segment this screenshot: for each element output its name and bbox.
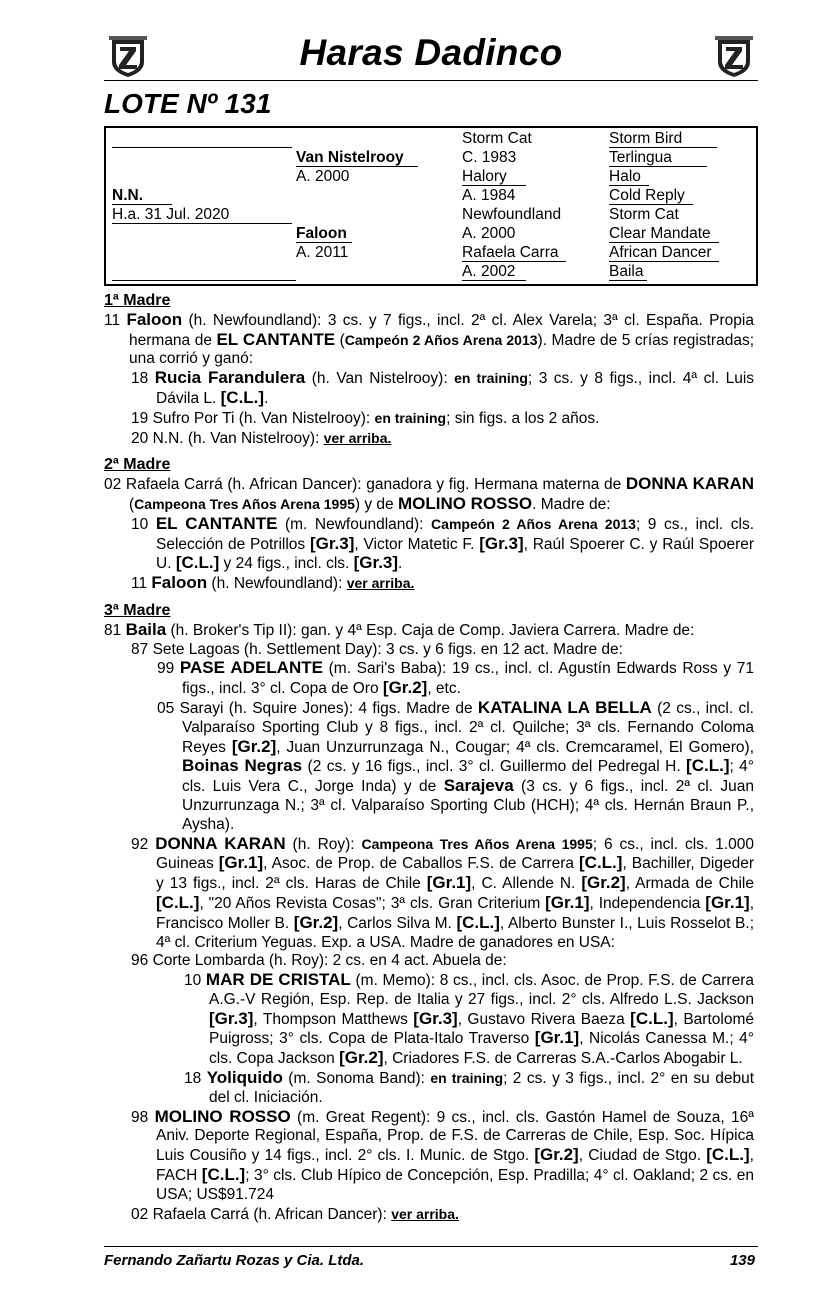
family-entry: 98 MOLINO ROSSO (m. Great Regent): 9 cs., incl. cls. Gastón Hamel de Souza, 16ª Aniv. Deporte Regional, España, Prop. de F.S. de Carreras de Chile, Esp. Soc. Hípica Luis Cousiño y 14 figs., incl. 2° cls. I. Munic. de Stgo. [Gr.2], Ciudad de Stgo. [C.L.], FACH [C.L.]; 3° cls. Club Hípico de Concepción, Esp. Pradilla; 4° cl. Oakland; 2 cs. en USA; US$91.724	[131, 1106, 754, 1203]
pedigree-dam: Faloon	[296, 225, 347, 242]
pedigree-cell: Halory	[462, 168, 507, 185]
pedigree-cell: A. 1984	[462, 187, 516, 204]
family-entry: 02 Rafaela Carrá (h. African Dancer): ganadora y fig. Hermana materna de DONNA KARAN (Campeona Tres Años Arena 1995) y de MOLINO ROSSO. Madre de:	[104, 474, 755, 513]
page-header	[104, 30, 758, 82]
section-title: 2ª Madre	[104, 456, 171, 474]
family-entry: 87 Sete Lagoas (h. Settlement Day): 3 cs. y 6 figs. en 12 act. Madre de:	[131, 640, 623, 658]
family-entry: 99 PASE ADELANTE (m. Sari's Baba): 19 cs., incl. cl. Agustín Edwards Ross y 71 figs., incl. 3° cl. Copa de Oro [Gr.2], etc.	[157, 658, 754, 698]
pedigree-cell: A. 2000	[462, 225, 516, 242]
section-title: 3ª Madre	[104, 601, 171, 619]
pedigree-row	[112, 205, 750, 224]
pedigree-cell: Baila	[609, 263, 644, 280]
pedigree-row	[112, 224, 750, 243]
pedigree-row	[112, 262, 750, 281]
family-entry: 96 Corte Lombarda (h. Roy): 2 cs. en 4 act. Abuela de:	[131, 952, 507, 970]
pedigree-table	[104, 126, 758, 286]
pedigree-subject: N.N.	[112, 187, 143, 204]
family-entry: 81 Baila (h. Broker's Tip II): gan. y 4ª Esp. Caja de Comp. Javiera Carrera. Madre de:	[104, 619, 695, 639]
pedigree-row	[112, 167, 750, 186]
pedigree-row	[112, 148, 750, 167]
family-entry: 19 Sufro Por Ti (h. Van Nistelrooy): en training; sin figs. a los 2 años.	[131, 409, 600, 427]
pedigree-cell: H.a. 31 Jul. 2020	[112, 206, 230, 223]
haras-logo-icon	[712, 32, 756, 78]
pedigree-row	[112, 129, 750, 148]
pedigree-cell: Storm Cat	[462, 130, 532, 147]
pedigree-cell: Rafaela Carra	[462, 244, 559, 261]
pedigree-line	[462, 280, 526, 281]
pedigree-cell: Storm Bird	[609, 130, 683, 147]
pedigree-cell: Terlingua	[609, 149, 672, 166]
family-entry: 02 Rafaela Carrá (h. African Dancer): ver arriba.	[131, 1205, 459, 1223]
pedigree-cell: A. 2011	[296, 244, 349, 261]
pedigree-line	[112, 280, 296, 281]
header-divider	[104, 80, 758, 81]
pedigree-row	[112, 186, 750, 205]
pedigree-cell: Cold Reply	[609, 187, 685, 204]
pedigree-cell: Storm Cat	[609, 206, 679, 223]
family-entry: 11 Faloon (h. Newfoundland): 3 cs. y 7 figs., incl. 2ª cl. Alex Varela; 3ª cl. España. Propia hermana de EL CANTANTE (Campeón 2 Años Arena 2013). Madre de 5 crías registradas; una corrió y ganó:	[104, 309, 754, 368]
pedigree-cell: Clear Mandate	[609, 225, 711, 242]
pedigree-cell: C. 1983	[462, 149, 517, 166]
pedigree-sire: Van Nistelrooy	[296, 149, 404, 166]
footer-company: Fernando Zañartu Rozas y Cia. Ltda.	[104, 1252, 365, 1269]
page-number: 139	[729, 1252, 755, 1269]
family-entry: 18 Rucia Farandulera (h. Van Nistelrooy): en training; 3 cs. y 8 figs., incl. 4ª cl. Luis Dávila L. [C.L.].	[131, 368, 755, 407]
pedigree-cell: Halo	[609, 168, 641, 185]
family-entry: 05 Sarayi (h. Squire Jones): 4 figs. Madre de KATALINA LA BELLA (2 cs., incl. cl. Valparaíso Sporting Club y 8 figs., incl. 2ª cl. Quilche; 3ª cls. Fernando Coloma Reyes [Gr.2], Juan Unzurrunzaga N., Cougar; 4ª cls. Cremcaramel, El Gomero), Boinas Negras (2 cs. y 16 figs., incl. 3° cl. Guillermo del Pedregal H. [C.L.]; 4° cls. Luis Vera C., Jorge Inda) y de Sarajeva (3 cs. y 6 figs., incl. 2ª cl. Juan Unzurrunzaga N.; 3ª cl. Valparaíso Sporting Club (HCH); 4ª cls. Hernán Braun P., Aysha).	[157, 697, 755, 833]
family-entry: 11 Faloon (h. Newfoundland): ver arriba.	[131, 573, 415, 593]
section-title: 1ª Madre	[104, 292, 171, 309]
pedigree-cell: A. 2002	[462, 263, 516, 280]
pedigree-cell: African Dancer	[609, 244, 712, 261]
family-entry: 10 MAR DE CRISTAL (m. Memo): 8 cs., incl. cls. Asoc. de Prop. F.S. de Carrera A.G.-V Región, Esp. Rep. de Italia y 27 figs., incl. 2° cls. Alfredo L.S. Jackson [Gr.3], Thompson Matthews [Gr.3], Gustavo Rivera Baeza [C.L.], Bartolomé Puigross; 3° cls. Copa de Plata-Italo Traverso [Gr.1], Nicolás Canessa M.; 4° cls. Copa Jackson [Gr.2], Criadores F.S. de Carreras S.A.-Carlos Abogabir L.	[184, 970, 754, 1068]
family-entry: 20 N.N. (h. Van Nistelrooy): ver arriba.	[131, 429, 392, 447]
pedigree-line	[609, 280, 647, 281]
family-entry: 10 EL CANTANTE (m. Newfoundland): Campeón 2 Años Arena 2013; 9 cs., incl. cls. Selección de Potrillos [Gr.3], Victor Matetic F. [Gr.3], Raúl Spoerer C. y Raúl Spoerer U. [C.L.] y 24 figs., incl. cls. [Gr.3].	[131, 513, 755, 573]
family-content	[104, 292, 754, 1224]
family-entry: 92 DONNA KARAN (h. Roy): Campeona Tres Años Arena 1995; 6 cs., incl. cls. 1.000 Guineas [Gr.1], Asoc. de Prop. de Caballos F.S. de Carrera [C.L.], Bachiller, Digeder y 13 figs., incl. 2ª cls. Haras de Chile [Gr.1], C. Allende N. [Gr.2], Armada de Chile [C.L.], "20 Años Revista Cosas"; 3ª cls. Gran Criterium [Gr.1], Independencia [Gr.1], Francisco Moller B. [Gr.2], Carlos Silva M. [C.L.], Alberto Bunster I., Luis Rosselot B.; 4ª cl. Criterium Yeguas. Exp. a USA. Madre de ganadores en USA:	[131, 833, 755, 951]
lot-number: LOTE Nº 131	[104, 88, 272, 119]
pedigree-row	[112, 243, 750, 262]
family-entry: 18 Yoliquido (m. Sonoma Band): en training; 2 cs. y 3 figs., incl. 2° en su debut del cl. Iniciación.	[184, 1068, 754, 1106]
pedigree-cell: A. 2000	[296, 168, 350, 185]
footer-divider	[104, 1246, 758, 1247]
pedigree-cell: Newfoundland	[462, 206, 562, 223]
page-title: Haras Dadinco	[299, 32, 563, 73]
